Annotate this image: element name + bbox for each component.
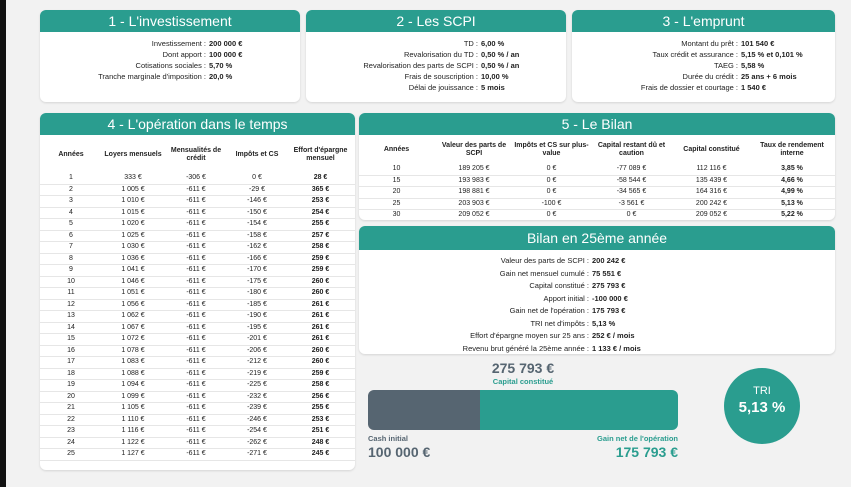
operation-cell: -611 € xyxy=(164,403,228,415)
operation-cell: 257 € xyxy=(286,230,355,242)
investissement-row xyxy=(40,38,300,49)
operation-cell: 28 € xyxy=(286,173,355,184)
operation-cell: 333 € xyxy=(102,173,164,184)
operation-cell: -611 € xyxy=(164,299,228,311)
bilan25-label: Effort d'épargne moyen sur 25 ans : xyxy=(470,331,589,340)
emprunt-value: 1 540 € xyxy=(741,83,767,92)
bilan-cell: 4,99 % xyxy=(749,187,835,199)
scpi-row xyxy=(306,49,566,60)
bilan-cell: -100 € xyxy=(514,198,589,210)
operation-cell: 11 xyxy=(40,288,102,300)
operation-cell: 259 € xyxy=(286,253,355,265)
operation-cell: 1 083 € xyxy=(102,357,164,369)
bilan25-value: 1 133 € / mois xyxy=(592,343,641,353)
operation-cell: 1 005 € xyxy=(102,184,164,196)
bilan-cell: 193 983 € xyxy=(434,175,514,187)
operation-row xyxy=(40,437,355,449)
operation-cell: -180 € xyxy=(228,288,286,300)
scpi-row xyxy=(306,60,566,71)
operation-cell: -239 € xyxy=(228,403,286,415)
emprunt-value: 5,15 % et 0,101 % xyxy=(741,50,803,59)
operation-cell: 260 € xyxy=(286,357,355,369)
bilan-cell: 5,13 % xyxy=(749,198,835,210)
operation-cell: 1 010 € xyxy=(102,196,164,208)
scpi-value: 0,50 % / an xyxy=(481,50,520,59)
operation-cell: 18 xyxy=(40,368,102,380)
operation-row xyxy=(40,380,355,392)
operation-row xyxy=(40,403,355,415)
operation-cell: 1 020 € xyxy=(102,219,164,231)
bilan-col-tri: Taux de rendement interne xyxy=(760,142,824,157)
operation-cell: 1 025 € xyxy=(102,230,164,242)
bilan-cell: 200 242 € xyxy=(674,198,749,210)
investissement-label: Cotisations sociales : xyxy=(135,61,206,70)
bilan-cell: 20 xyxy=(359,187,434,199)
operation-cell: -611 € xyxy=(164,357,228,369)
operation-cell: 4 xyxy=(40,207,102,219)
emprunt-card xyxy=(572,10,835,102)
bilan25-label: Gain net de l'opération : xyxy=(509,306,589,315)
operation-cell: -611 € xyxy=(164,196,228,208)
bilan25-row xyxy=(359,293,835,306)
operation-cell: 1 094 € xyxy=(102,380,164,392)
operation-cell: 255 € xyxy=(286,403,355,415)
operation-cell: 1 062 € xyxy=(102,311,164,323)
scpi-row xyxy=(306,71,566,82)
investissement-row xyxy=(40,49,300,60)
col-mensualites: Mensualités de crédit xyxy=(170,147,222,162)
gain-value: 175 793 € xyxy=(615,444,678,460)
bilan-cell: 30 xyxy=(359,210,434,221)
emprunt-row xyxy=(572,82,835,93)
operation-cell: 258 € xyxy=(286,380,355,392)
emprunt-list xyxy=(572,32,835,93)
scpi-label: Revalorisation des parts de SCPI : xyxy=(363,61,478,70)
operation-cell: 261 € xyxy=(286,311,355,323)
bilan25-value: -100 000 € xyxy=(592,293,628,303)
operation-cell: -611 € xyxy=(164,230,228,242)
operation-cell: -611 € xyxy=(164,242,228,254)
operation-row xyxy=(40,230,355,242)
operation-row xyxy=(40,207,355,219)
operation-row xyxy=(40,219,355,231)
emprunt-row xyxy=(572,38,835,49)
bilan-cell: 189 205 € xyxy=(434,164,514,175)
scpi-value: 0,50 % / an xyxy=(481,61,520,70)
operation-cell: 1 099 € xyxy=(102,391,164,403)
emprunt-label: Durée du crédit : xyxy=(682,72,738,81)
operation-cell: -185 € xyxy=(228,299,286,311)
operation-cell: -162 € xyxy=(228,242,286,254)
operation-cell: 1 078 € xyxy=(102,345,164,357)
investissement-value: 200 000 € xyxy=(209,39,243,48)
bilan-cell: 209 052 € xyxy=(434,210,514,221)
operation-row xyxy=(40,322,355,334)
operation-cell: 259 € xyxy=(286,368,355,380)
investissement-label: Dont apport : xyxy=(162,50,206,59)
bilan25-card xyxy=(359,226,835,354)
operation-cell: -611 € xyxy=(164,426,228,438)
bilan-cell: -34 565 € xyxy=(589,187,674,199)
scpi-value: 10,00 % xyxy=(481,72,509,81)
bilan-cell: 25 xyxy=(359,198,434,210)
operation-cell: -170 € xyxy=(228,265,286,277)
operation-cell: 12 xyxy=(40,299,102,311)
scpi-card xyxy=(306,10,566,102)
scpi-row xyxy=(306,38,566,49)
bilan-cell: 0 € xyxy=(514,175,589,187)
operation-cell: 24 xyxy=(40,437,102,449)
operation-cell: -150 € xyxy=(228,207,286,219)
operation-row xyxy=(40,357,355,369)
operation-row xyxy=(40,414,355,426)
emprunt-label: Montant du prêt : xyxy=(681,39,738,48)
operation-cell: 22 xyxy=(40,414,102,426)
operation-cell: 0 € xyxy=(228,173,286,184)
capital-value: 275 793 € xyxy=(491,360,555,376)
investissement-value: 5,70 % xyxy=(209,61,233,70)
bilan-cell: 135 439 € xyxy=(674,175,749,187)
investissement-row xyxy=(40,71,300,82)
operation-cell: 1 105 € xyxy=(102,403,164,415)
operation-cell: -254 € xyxy=(228,426,286,438)
emprunt-row xyxy=(572,60,835,71)
operation-cell: 2 xyxy=(40,184,102,196)
scpi-label: Délai de jouissance : xyxy=(408,83,478,92)
operation-cell: 14 xyxy=(40,322,102,334)
operation-cell: 9 xyxy=(40,265,102,277)
operation-cell: 1 036 € xyxy=(102,253,164,265)
bilan25-row xyxy=(359,318,835,331)
operation-cell: 1 030 € xyxy=(102,242,164,254)
bilan-row xyxy=(359,187,835,199)
operation-cell: 1 056 € xyxy=(102,299,164,311)
operation-cell: -611 € xyxy=(164,368,228,380)
operation-cell: -611 € xyxy=(164,311,228,323)
operation-cell: -212 € xyxy=(228,357,286,369)
bilan25-title: Bilan en 25ème année xyxy=(359,226,835,250)
operation-cell: 7 xyxy=(40,242,102,254)
emprunt-label: TAEG : xyxy=(713,61,738,70)
bilan25-value: 175 793 € xyxy=(592,306,626,315)
operation-cell: 253 € xyxy=(286,196,355,208)
bilan-cell: 4,66 % xyxy=(749,175,835,187)
operation-cell: -611 € xyxy=(164,219,228,231)
operation-cell: 256 € xyxy=(286,391,355,403)
investissement-value: 100 000 € xyxy=(209,50,243,59)
col-loyers: Loyers mensuels xyxy=(104,151,162,158)
tri-value: 5,13 % xyxy=(738,399,786,416)
bilan-col-capital-restant: Capital restant dû et caution xyxy=(597,142,666,157)
investissement-value: 20,0 % xyxy=(209,72,233,81)
bilan-cell: 209 052 € xyxy=(674,210,749,221)
scpi-label: Frais de souscription : xyxy=(404,72,478,81)
operation-cell: 23 xyxy=(40,426,102,438)
operation-cell: -232 € xyxy=(228,391,286,403)
operation-cell: 1 122 € xyxy=(102,437,164,449)
bilan25-row xyxy=(359,255,835,268)
emprunt-label: Frais de dossier et courtage : xyxy=(640,83,738,92)
operation-cell: 10 xyxy=(40,276,102,288)
operation-cell: 245 € xyxy=(286,449,355,461)
operation-cell: 1 110 € xyxy=(102,414,164,426)
operation-cell: 13 xyxy=(40,311,102,323)
operation-cell: 1 072 € xyxy=(102,334,164,346)
bilan25-row xyxy=(359,305,835,318)
operation-cell: -206 € xyxy=(228,345,286,357)
bilan-title: 5 - Le Bilan xyxy=(359,113,835,135)
operation-cell: 1 xyxy=(40,173,102,184)
scpi-label: Revalorisation du TD : xyxy=(403,50,478,59)
operation-cell: -611 € xyxy=(164,288,228,300)
operation-cell: -175 € xyxy=(228,276,286,288)
operation-cell: -154 € xyxy=(228,219,286,231)
operation-row xyxy=(40,345,355,357)
bilan25-label: Apport initial : xyxy=(543,293,589,303)
bilan25-row xyxy=(359,268,835,281)
operation-card xyxy=(40,113,355,470)
tri-badge xyxy=(724,368,800,444)
operation-cell: 1 116 € xyxy=(102,426,164,438)
bilan-row xyxy=(359,210,835,221)
operation-cell: 255 € xyxy=(286,219,355,231)
operation-cell: 260 € xyxy=(286,345,355,357)
operation-cell: 253 € xyxy=(286,414,355,426)
bilan-cell: 203 903 € xyxy=(434,198,514,210)
bilan-cell: -3 561 € xyxy=(589,198,674,210)
operation-cell: -611 € xyxy=(164,380,228,392)
investissement-label: Investissement : xyxy=(151,39,206,48)
operation-cell: 1 127 € xyxy=(102,449,164,461)
operation-cell: 1 051 € xyxy=(102,288,164,300)
bilan-cell: 10 xyxy=(359,164,434,175)
operation-cell: 1 067 € xyxy=(102,322,164,334)
operation-cell: -611 € xyxy=(164,322,228,334)
operation-cell: 1 015 € xyxy=(102,207,164,219)
investissement-row xyxy=(40,60,300,71)
operation-row xyxy=(40,253,355,265)
operation-cell: 261 € xyxy=(286,299,355,311)
operation-row xyxy=(40,288,355,300)
operation-cell: 3 xyxy=(40,196,102,208)
operation-cell: -29 € xyxy=(228,184,286,196)
operation-row xyxy=(40,184,355,196)
operation-row xyxy=(40,242,355,254)
investissement-list xyxy=(40,32,300,82)
operation-row xyxy=(40,265,355,277)
emprunt-value: 25 ans + 6 mois xyxy=(741,72,797,81)
cash-bar-segment xyxy=(368,390,480,430)
investissement-label: Tranche marginale d'imposition : xyxy=(98,72,206,81)
bilan25-value: 200 242 € xyxy=(592,256,626,265)
operation-cell: 365 € xyxy=(286,184,355,196)
col-impots: Impôts et CS xyxy=(235,151,279,158)
bilan25-row xyxy=(359,330,835,343)
operation-cell: -611 € xyxy=(164,207,228,219)
operation-row xyxy=(40,173,355,184)
gain-bar-segment xyxy=(480,390,678,430)
operation-cell: -246 € xyxy=(228,414,286,426)
operation-cell: -611 € xyxy=(164,391,228,403)
window-edge xyxy=(0,0,6,487)
operation-row xyxy=(40,299,355,311)
bilan-row xyxy=(359,164,835,175)
bilan-row xyxy=(359,198,835,210)
bilan25-label: Gain net mensuel cumulé : xyxy=(499,268,589,278)
bilan25-value: 252 € / mois xyxy=(592,331,635,340)
bilan-cell: 3,85 % xyxy=(749,164,835,175)
operation-cell: -225 € xyxy=(228,380,286,392)
bilan-col-annees: Années xyxy=(383,146,410,153)
investissement-card xyxy=(40,10,300,102)
bilan-col-capital-constitue: Capital constitué xyxy=(683,146,740,153)
operation-cell: -611 € xyxy=(164,334,228,346)
emprunt-label: Taux crédit et assurance : xyxy=(652,50,738,59)
operation-cell: 8 xyxy=(40,253,102,265)
emprunt-row xyxy=(572,49,835,60)
operation-cell: -146 € xyxy=(228,196,286,208)
bilan25-value: 5,13 % xyxy=(592,318,616,328)
operation-cell: 260 € xyxy=(286,288,355,300)
emprunt-row xyxy=(572,71,835,82)
operation-cell: -158 € xyxy=(228,230,286,242)
operation-row xyxy=(40,449,355,461)
operation-cell: 258 € xyxy=(286,242,355,254)
col-effort: Effort d'épargne mensuel xyxy=(293,147,348,162)
operation-cell: -271 € xyxy=(228,449,286,461)
operation-cell: -611 € xyxy=(164,265,228,277)
bilan-cell: 112 116 € xyxy=(674,164,749,175)
scpi-list xyxy=(306,32,566,93)
gain-label: Gain net de l'opération xyxy=(597,434,678,443)
operation-row xyxy=(40,276,355,288)
operation-row xyxy=(40,311,355,323)
operation-cell: 6 xyxy=(40,230,102,242)
operation-cell: 251 € xyxy=(286,426,355,438)
bilan25-row xyxy=(359,280,835,293)
bilan-cell: -58 544 € xyxy=(589,175,674,187)
bilan25-label: Valeur des parts de SCPI : xyxy=(500,256,589,265)
operation-cell: 259 € xyxy=(286,265,355,277)
operation-row xyxy=(40,368,355,380)
bilan-cell: 0 € xyxy=(514,210,589,221)
operation-cell: 248 € xyxy=(286,437,355,449)
bilan-cell: 15 xyxy=(359,175,434,187)
operation-cell: -219 € xyxy=(228,368,286,380)
bilan-col-impots: Impôts et CS sur plus-value xyxy=(514,142,589,157)
bilan-cell: 198 881 € xyxy=(434,187,514,199)
operation-cell: -611 € xyxy=(164,276,228,288)
operation-cell: 25 xyxy=(40,449,102,461)
capital-bar xyxy=(368,390,678,430)
operation-cell: 261 € xyxy=(286,334,355,346)
cash-value: 100 000 € xyxy=(368,444,431,460)
operation-cell: 17 xyxy=(40,357,102,369)
bilan-cell: -77 089 € xyxy=(589,164,674,175)
scpi-value: 5 mois xyxy=(481,83,505,92)
operation-header-row xyxy=(40,137,355,173)
capital-label: Capital constitué xyxy=(492,377,554,386)
bilan-header-row xyxy=(359,136,835,164)
bilan25-value: 75 551 € xyxy=(592,268,622,278)
bilan-cell: 0 € xyxy=(589,210,674,221)
operation-row xyxy=(40,391,355,403)
bilan25-label: Revenu brut généré la 25ème année : xyxy=(462,343,589,353)
bilan-cell: 164 316 € xyxy=(674,187,749,199)
operation-cell: 20 xyxy=(40,391,102,403)
operation-cell: -201 € xyxy=(228,334,286,346)
emprunt-value: 5,58 % xyxy=(741,61,765,70)
bilan-cell: 0 € xyxy=(514,164,589,175)
operation-cell: 254 € xyxy=(286,207,355,219)
operation-cell: 21 xyxy=(40,403,102,415)
operation-cell: -306 € xyxy=(164,173,228,184)
emprunt-title: 3 - L'emprunt xyxy=(572,10,835,32)
operation-cell: 1 088 € xyxy=(102,368,164,380)
operation-cell: 260 € xyxy=(286,276,355,288)
operation-cell: -166 € xyxy=(228,253,286,265)
bilan-row xyxy=(359,175,835,187)
operation-cell: 1 046 € xyxy=(102,276,164,288)
operation-cell: -611 € xyxy=(164,437,228,449)
operation-cell: 1 041 € xyxy=(102,265,164,277)
scpi-value: 6,00 % xyxy=(481,39,505,48)
scpi-label: TD : xyxy=(463,39,478,48)
operation-cell: -611 € xyxy=(164,345,228,357)
investissement-title: 1 - L'investissement xyxy=(40,10,300,32)
bilan-cell: 5,22 % xyxy=(749,210,835,221)
operation-cell: -190 € xyxy=(228,311,286,323)
bilan25-row xyxy=(359,343,835,355)
operation-row xyxy=(40,196,355,208)
operation-cell: -262 € xyxy=(228,437,286,449)
operation-cell: 16 xyxy=(40,345,102,357)
operation-cell: 15 xyxy=(40,334,102,346)
operation-cell: -195 € xyxy=(228,322,286,334)
col-annees: Années xyxy=(58,151,84,158)
bilan-cell: 0 € xyxy=(514,187,589,199)
operation-cell: 19 xyxy=(40,380,102,392)
bilan-card xyxy=(359,113,835,220)
bilan-col-valeur: Valeur des parts de SCPI xyxy=(441,142,507,157)
bilan25-list xyxy=(359,250,835,354)
operation-cell: -611 € xyxy=(164,184,228,196)
operation-cell: 5 xyxy=(40,219,102,231)
operation-cell: 261 € xyxy=(286,322,355,334)
emprunt-value: 101 540 € xyxy=(741,39,775,48)
bilan25-value: 275 793 € xyxy=(592,281,626,290)
operation-cell: -611 € xyxy=(164,449,228,461)
operation-title: 4 - L'opération dans le temps xyxy=(40,113,355,135)
bilan25-label: TRI net d'impôts : xyxy=(530,318,589,328)
operation-cell: -611 € xyxy=(164,414,228,426)
cash-label: Cash initial xyxy=(368,434,409,443)
tri-label: TRI xyxy=(753,385,771,397)
operation-row xyxy=(40,334,355,346)
scpi-title: 2 - Les SCPI xyxy=(306,10,566,32)
scpi-row xyxy=(306,82,566,93)
operation-cell: -611 € xyxy=(164,253,228,265)
operation-row xyxy=(40,426,355,438)
bilan25-label: Capital constitué : xyxy=(529,281,589,290)
